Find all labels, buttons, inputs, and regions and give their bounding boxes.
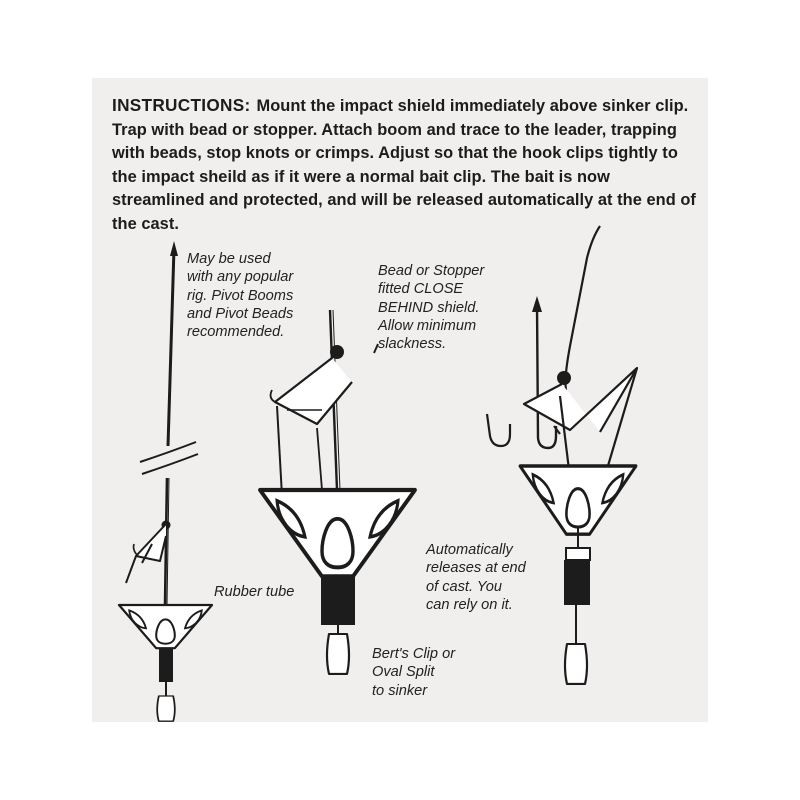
instruction-sheet	[92, 78, 708, 722]
rig-middle-diagram	[260, 310, 415, 674]
rubber-tube-caption: Rubber tube	[214, 584, 295, 600]
rig-diagrams	[92, 78, 708, 722]
pivot-boom-caption: May be used with any popular rig. Pivot Booms and Pivot Beads recommended.	[187, 251, 294, 341]
rig-right-diagram	[487, 226, 637, 684]
instructions-heading: INSTRUCTIONS:	[112, 95, 251, 115]
sinker-clip-caption: Bert's Clip or Oval Split to sinker	[372, 646, 456, 699]
bead-stopper-caption: Bead or Stopper fitted CLOSE BEHIND shield. Allow minimum slackness.	[378, 263, 485, 353]
auto-release-caption: Automatically releases at end of cast. You can rely on it.	[426, 542, 526, 613]
instructions-body: Mount the impact shield immediately above sinker clip. Trap with bead or stopper. Attach boom and trace to the leader, trapping with beads, stop knots or crimps. Adjust so that the hook clips tightly to the impact sheild as if it were a normal bait clip. The bait is now streamlined and protected, and will be released automatically at the end of the cast.	[112, 97, 696, 233]
